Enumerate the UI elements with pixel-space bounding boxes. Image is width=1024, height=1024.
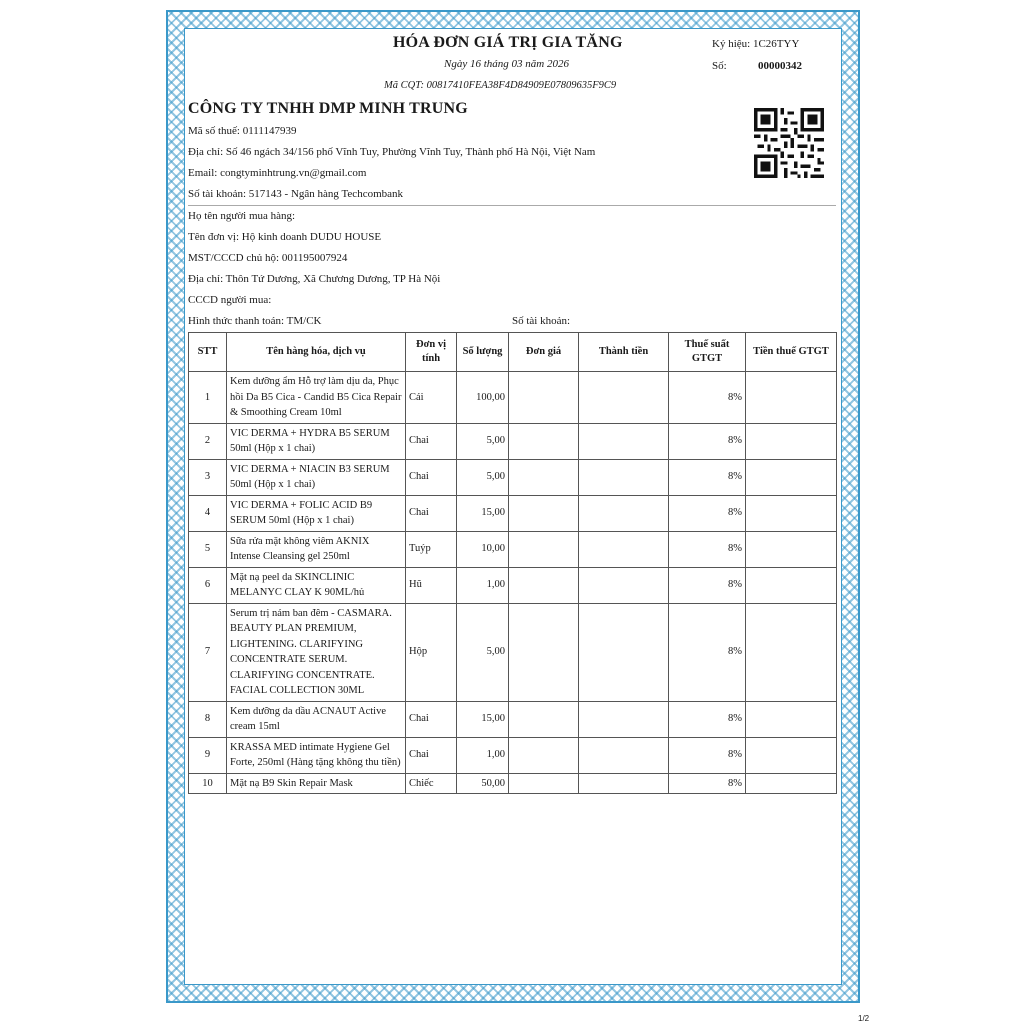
row-amount	[579, 459, 669, 495]
row-item-name: Kem dưỡng da dầu ACNAUT Active cream 15ml	[227, 701, 406, 737]
row-unit-price	[509, 495, 579, 531]
tax-authority-code: Mã CQT: 00817410FEA38F4D84909E07809635F9C9	[384, 80, 617, 91]
row-item-name: VIC DERMA + HYDRA B5 SERUM 50ml (Hộp x 1 chai)	[227, 423, 406, 459]
table-row	[189, 701, 837, 737]
col-header-unit: Đơn vị tính	[406, 333, 457, 372]
table-row	[189, 372, 837, 424]
row-quantity: 5,00	[457, 423, 509, 459]
row-amount	[579, 737, 669, 773]
row-stt: 3	[189, 459, 227, 495]
row-tax-rate: 8%	[669, 372, 746, 424]
row-tax-rate: 8%	[669, 567, 746, 603]
row-tax-rate: 8%	[669, 773, 746, 794]
row-quantity: 1,00	[457, 737, 509, 773]
row-unit-price	[509, 459, 579, 495]
row-tax-rate: 8%	[669, 603, 746, 701]
row-unit: Hũ	[406, 567, 457, 603]
invoice-number-label: Số:	[712, 60, 727, 72]
row-unit-price	[509, 372, 579, 424]
buyer-address: Địa chỉ: Thôn Tứ Dương, Xã Chương Dương, TP Hà Nội	[188, 273, 441, 285]
row-quantity: 5,00	[457, 603, 509, 701]
row-unit: Cái	[406, 372, 457, 424]
row-stt: 6	[189, 567, 227, 603]
row-amount	[579, 567, 669, 603]
seller-name: CÔNG TY TNHH DMP MINH TRUNG	[188, 100, 468, 117]
row-quantity: 100,00	[457, 372, 509, 424]
row-tax-rate: 8%	[669, 423, 746, 459]
buyer-unit: Tên đơn vị: Hộ kinh doanh DUDU HOUSE	[188, 231, 382, 243]
row-unit: Tuýp	[406, 531, 457, 567]
row-tax-amount	[746, 372, 837, 424]
row-stt: 4	[189, 495, 227, 531]
row-tax-amount	[746, 495, 837, 531]
row-tax-amount	[746, 567, 837, 603]
table-row	[189, 459, 837, 495]
row-unit: Chai	[406, 701, 457, 737]
row-stt: 8	[189, 701, 227, 737]
col-header-stt: STT	[189, 333, 227, 372]
row-quantity: 15,00	[457, 701, 509, 737]
row-unit-price	[509, 531, 579, 567]
row-unit-price	[509, 773, 579, 794]
buyer-cccd: CCCD người mua:	[188, 294, 272, 306]
row-tax-rate: 8%	[669, 495, 746, 531]
row-unit-price	[509, 567, 579, 603]
buyer-account: Số tài khoản:	[512, 315, 571, 327]
row-item-name: Kem dưỡng ẩm Hỗ trợ làm dịu da, Phục hồi Da B5 Cica - Candid B5 Cica Repair & Smoothing Cream 10ml	[227, 372, 406, 424]
row-unit: Chai	[406, 459, 457, 495]
table-row	[189, 531, 837, 567]
seller-address: Địa chỉ: Số 46 ngách 34/156 phố Vĩnh Tuy, Phường Vĩnh Tuy, Thành phố Hà Nội, Việt Nam	[188, 146, 596, 158]
table-row	[189, 495, 837, 531]
row-item-name: VIC DERMA + NIACIN B3 SERUM 50ml (Hộp x 1 chai)	[227, 459, 406, 495]
row-item-name: KRASSA MED intimate Hygiene Gel Forte, 250ml (Hàng tặng không thu tiền)	[227, 737, 406, 773]
row-amount	[579, 372, 669, 424]
row-tax-amount	[746, 603, 837, 701]
row-item-name: Serum trị nám ban đêm - CASMARA. BEAUTY PLAN PREMIUM, LIGHTENING. CLARIFYING CONCENTRATE SERUM. CLARIFYING CONCENTRATE. FACIAL COLLECTION 30ML	[227, 603, 406, 701]
table-header-row	[189, 333, 837, 372]
row-quantity: 50,00	[457, 773, 509, 794]
row-unit-price	[509, 423, 579, 459]
row-unit-price	[509, 701, 579, 737]
col-header-amount: Thành tiền	[579, 333, 669, 372]
buyer-name: Họ tên người mua hàng:	[188, 210, 296, 222]
page-number: 1/2	[858, 1014, 870, 1023]
row-amount	[579, 423, 669, 459]
row-tax-amount	[746, 701, 837, 737]
row-tax-amount	[746, 531, 837, 567]
row-amount	[579, 603, 669, 701]
invoice-date: Ngày 16 tháng 03 năm 2026	[444, 58, 569, 70]
row-stt: 1	[189, 372, 227, 424]
seller-tax-code: Mã số thuế: 0111147939	[188, 125, 297, 137]
seller-account: Số tài khoản: 517143 - Ngân hàng Techcombank	[188, 188, 404, 200]
row-amount	[579, 701, 669, 737]
row-tax-amount	[746, 459, 837, 495]
row-unit-price	[509, 737, 579, 773]
row-tax-rate: 8%	[669, 737, 746, 773]
table-row	[189, 567, 837, 603]
table-row	[189, 423, 837, 459]
row-stt: 10	[189, 773, 227, 794]
row-stt: 2	[189, 423, 227, 459]
section-divider	[188, 205, 836, 206]
row-item-name: Mặt nạ peel da SKINCLINIC MELANYC CLAY K 90ML/hủ	[227, 567, 406, 603]
col-header-price: Đơn giá	[509, 333, 579, 372]
row-amount	[579, 495, 669, 531]
col-header-name: Tên hàng hóa, dịch vụ	[227, 333, 406, 372]
col-header-qty: Số lượng	[457, 333, 509, 372]
invoice-symbol: Ký hiệu: 1C26TYY	[712, 38, 800, 50]
items-table	[188, 332, 837, 794]
row-item-name: VIC DERMA + FOLIC ACID B9 SERUM 50ml (Hộp x 1 chai)	[227, 495, 406, 531]
row-tax-amount	[746, 423, 837, 459]
row-stt: 5	[189, 531, 227, 567]
row-item-name: Sữa rửa mặt không viêm AKNIX Intense Cleansing gel 250ml	[227, 531, 406, 567]
row-quantity: 5,00	[457, 459, 509, 495]
row-item-name: Mặt nạ B9 Skin Repair Mask	[227, 773, 406, 794]
seller-email: Email: congtyminhtrung.vn@gmail.com	[188, 167, 367, 179]
row-unit: Chai	[406, 423, 457, 459]
row-amount	[579, 531, 669, 567]
row-tax-amount	[746, 737, 837, 773]
table-row	[189, 737, 837, 773]
row-tax-amount	[746, 773, 837, 794]
col-header-tax-amount: Tiền thuế GTGT	[746, 333, 837, 372]
row-quantity: 15,00	[457, 495, 509, 531]
invoice-title: HÓA ĐƠN GIÁ TRỊ GIA TĂNG	[393, 34, 623, 51]
payment-method: Hình thức thanh toán: TM/CK	[188, 315, 322, 327]
row-quantity: 10,00	[457, 531, 509, 567]
row-stt: 9	[189, 737, 227, 773]
row-stt: 7	[189, 603, 227, 701]
row-tax-rate: 8%	[669, 531, 746, 567]
row-unit-price	[509, 603, 579, 701]
col-header-tax-rate: Thuế suất GTGT	[669, 333, 746, 372]
row-tax-rate: 8%	[669, 701, 746, 737]
row-tax-rate: 8%	[669, 459, 746, 495]
invoice-number: 00000342	[758, 60, 802, 72]
qr-code-icon	[754, 108, 824, 178]
row-unit: Chiếc	[406, 773, 457, 794]
table-row	[189, 773, 837, 794]
buyer-tax-id: MST/CCCD chủ hộ: 001195007924	[188, 252, 348, 264]
row-unit: Chai	[406, 737, 457, 773]
table-row	[189, 603, 837, 701]
row-unit: Chai	[406, 495, 457, 531]
row-amount	[579, 773, 669, 794]
row-quantity: 1,00	[457, 567, 509, 603]
row-unit: Hộp	[406, 603, 457, 701]
